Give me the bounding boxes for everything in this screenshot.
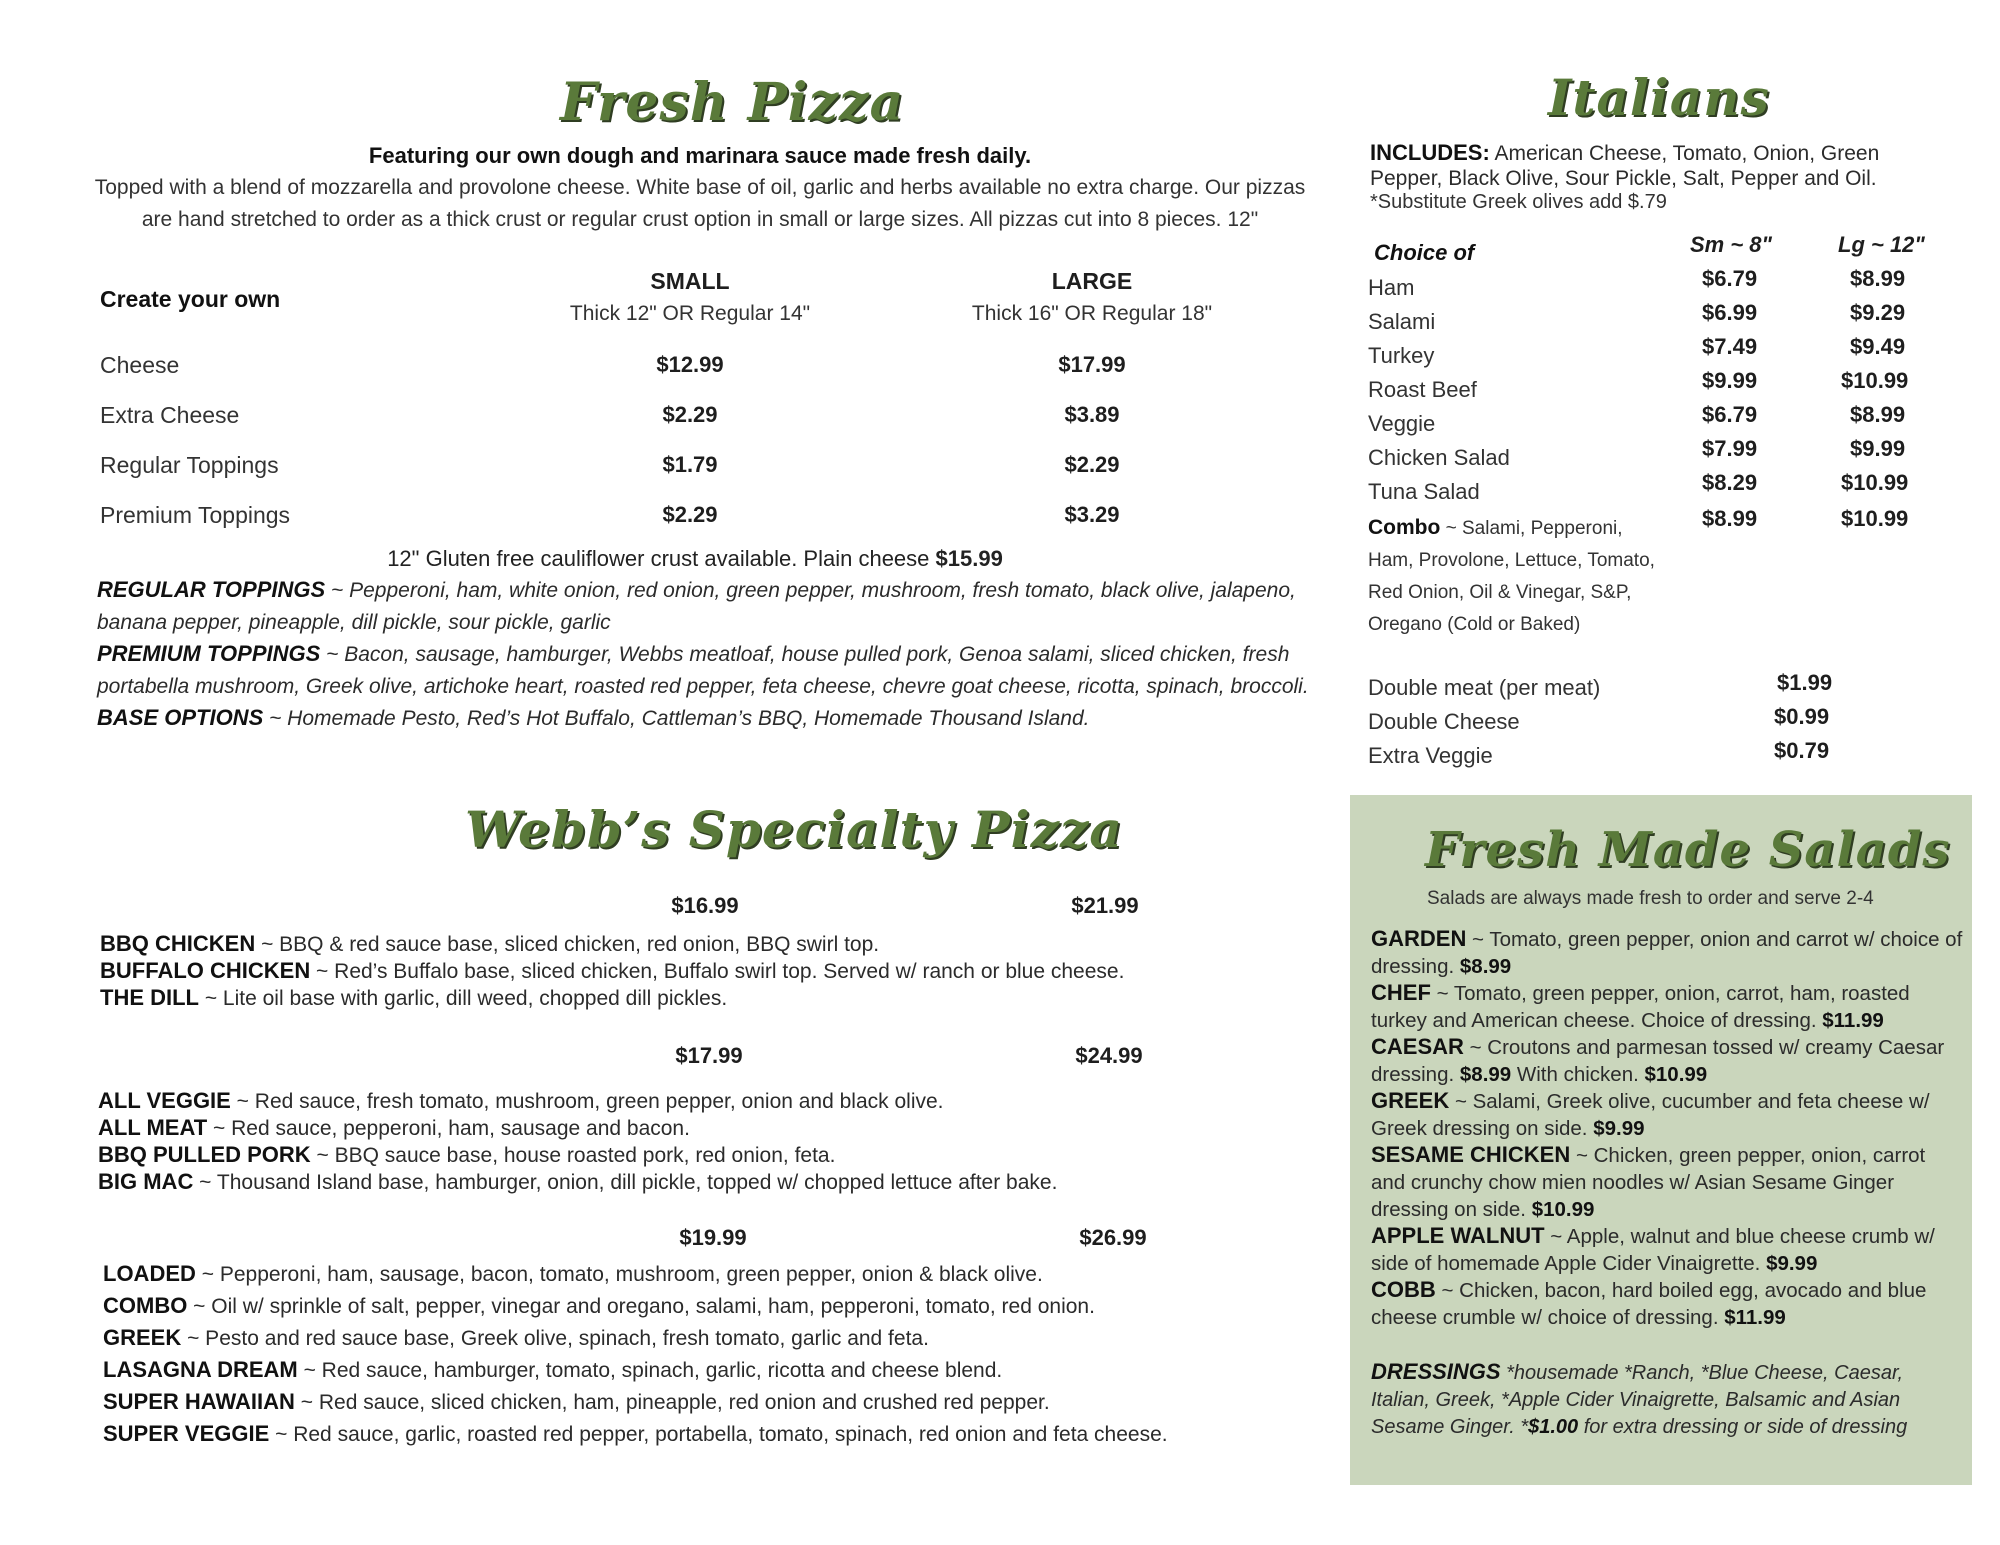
salad-name: CAESAR [1371,1034,1464,1059]
salad-price: $11.99 [1822,1009,1884,1032]
italian-row-lg: $8.99 [1850,266,1906,291]
sm-header: Sm ~ 8" [1690,232,1772,257]
salad-apple-walnut [1371,1222,1963,1277]
salad-desc: ~ Tomato, green pepper, onion and carrot w/ choice of dressing. [1371,928,1963,978]
extra-name: Double Cheese [1368,709,1520,734]
salad-cobb [1371,1276,1963,1331]
specialty-item-desc: ~ Red sauce, fresh tomato, mushroom, green pepper, onion and black olive. [230,1090,944,1113]
pizza-intro-line1: Topped with a blend of mozzarella and provolone cheese. White base of oil, garlic and herbs available no extra charge. Our pizzas [94,176,1306,199]
salad-name: CHEF [1371,980,1431,1005]
extra-price: $0.99 [1774,704,1830,729]
includes-label: INCLUDES: [1370,140,1490,165]
salad-name: COBB [1371,1277,1436,1302]
salad-desc: ~ Croutons and parmesan tossed w/ creamy Caesar dressing. [1371,1036,1945,1086]
pizza-row-large: $3.89 [1064,402,1120,427]
italian-row-sm: $6.99 [1702,300,1758,325]
specialty-group3-small: $19.99 [679,1225,747,1250]
specialty-item-name: LOADED [103,1261,196,1286]
specialty-item-super-hawaiian [103,1388,1050,1416]
pizza-row-large: $2.29 [1064,452,1120,477]
italian-row-name: Veggie [1368,411,1436,436]
dressings-price: $1.00 [1528,1416,1579,1438]
specialty-item-the-dill [100,984,727,1012]
fresh-pizza-title: Fresh Pizza [560,72,905,133]
combo-label: Combo [1368,516,1441,539]
base-options-text: ~ Homemade Pesto, Red’s Hot Buffalo, Cattleman’s BBQ, Homemade Thousand Island. [263,707,1090,730]
specialty-item-name: SUPER VEGGIE [103,1421,270,1446]
specialty-item-desc: ~ Thousand Island base, hamburger, onion, dill pickle, topped w/ chopped lettuce after bake. [193,1171,1058,1194]
specialty-item-buffalo-chicken [100,957,1124,985]
premium-toppings-text: ~ Bacon, sausage, hamburger, Webbs meatloaf, house pulled pork, Genoa salami, sliced chicken, fresh portabella mushroom, Greek olive, artichoke heart, roasted red pepper, feta cheese, chevre goat cheese, ricotta, spinach, broccoli. [97,643,1309,698]
specialty-item-bbq-pulled-pork [98,1141,835,1169]
italian-row-sm: $6.79 [1702,266,1758,291]
specialty-item-name: BBQ PULLED PORK [98,1142,311,1167]
salad-price: $9.99 [1593,1117,1645,1140]
salad-caesar [1371,1033,1963,1088]
choice-of-label: Choice of [1374,240,1475,265]
specialty-item-loaded [103,1260,1043,1288]
italian-row-sm: $8.29 [1702,470,1758,495]
salad-desc: ~ Chicken, green pepper, onion, carrot and crunchy chow mien noodles w/ Asian Sesame Ginger dressing on side. [1371,1144,1926,1221]
large-header: LARGE [1051,268,1133,294]
specialty-item-name: ALL VEGGIE [98,1088,231,1113]
italian-combo [1368,512,1688,641]
salad-name: SESAME CHICKEN [1371,1142,1571,1167]
salad-price: $9.99 [1766,1252,1818,1275]
specialty-item-all-veggie [98,1087,944,1115]
specialty-group1-large: $21.99 [1071,893,1139,918]
specialty-item-desc: ~ Red sauce, pepperoni, ham, sausage and bacon. [207,1117,690,1140]
italian-row-name: Tuna Salad [1368,479,1480,504]
specialty-item-desc: ~ Red’s Buffalo base, sliced chicken, Buffalo swirl top. Served w/ ranch or blue cheese. [310,960,1125,983]
italian-row-lg: $9.29 [1850,300,1906,325]
gluten-free-text: 12" Gluten free cauliflower crust available. Plain cheese [387,546,936,571]
specialty-group2-large: $24.99 [1075,1043,1143,1068]
specialty-item-name: SUPER HAWAIIAN [103,1389,295,1414]
italian-row-name: Turkey [1368,343,1435,368]
dressings-tail: for extra dressing or side of dressing [1578,1416,1908,1438]
pizza-row-name: Premium Toppings [100,502,291,528]
specialty-item-desc: ~ Red sauce, sliced chicken, ham, pineapple, red onion and crushed red pepper. [294,1391,1050,1414]
salad-extra-price: $10.99 [1644,1063,1708,1086]
salad-price: $8.99 [1459,1063,1512,1086]
specialty-group3-large: $26.99 [1079,1225,1147,1250]
pizza-row-large: $17.99 [1058,352,1126,377]
dressings-text: *housemade *Ranch, *Blue Cheese, Caesar, Italian, Greek, *Apple Cider Vinaigrette, Balsamic and Asian Sesame Ginger. * [1371,1362,1904,1438]
pizza-subtitle: Featuring our own dough and marinara sauce made fresh daily. [368,143,1032,168]
includes-text: American Cheese, Tomato, Onion, Green Pepper, Black Olive, Sour Pickle, Salt, Pepper and Oil. [1370,142,1880,190]
italian-row-lg: $10.99 [1841,470,1909,495]
specialty-item-desc: ~ Lite oil base with garlic, dill weed, chopped dill pickles. [199,987,728,1010]
salad-greek [1371,1087,1963,1142]
salad-sesame-chicken [1371,1141,1963,1223]
italian-row-lg: $9.49 [1850,334,1906,359]
specialty-item-big-mac [98,1168,1057,1196]
italian-row-name: Roast Beef [1368,377,1477,402]
specialty-item-desc: ~ BBQ & red sauce base, sliced chicken, red onion, BBQ swirl top. [255,933,880,956]
small-header: SMALL [650,268,730,294]
premium-toppings-label: PREMIUM TOPPINGS [97,641,321,666]
specialty-item-all-meat [98,1114,690,1142]
italians-includes [1370,140,1930,191]
base-options-label: BASE OPTIONS [97,705,264,730]
combo-desc: Red Onion, Oil & Vinegar, S&P, [1368,582,1632,603]
specialty-item-desc: ~ Red sauce, hamburger, tomato, spinach, garlic, ricotta and cheese blend. [297,1359,1003,1382]
salad-extra: With chicken. [1511,1063,1645,1086]
salad-desc: ~ Tomato, green pepper, onion, carrot, ham, roasted turkey and American cheese. Choice of dressing. [1371,982,1910,1032]
specialty-item-desc: ~ Oil w/ sprinkle of salt, pepper, vinegar and oregano, salami, ham, pepperoni, tomato, red onion. [187,1295,1095,1318]
lg-header: Lg ~ 12" [1838,232,1925,257]
base-options [97,702,1337,735]
pizza-row-name: Cheese [100,352,180,378]
combo-sm-price: $8.99 [1702,506,1758,531]
specialty-item-desc: ~ Pesto and red sauce base, Greek olive, spinach, fresh tomato, garlic and feta. [181,1327,929,1350]
italian-row-lg: $9.99 [1850,436,1906,461]
italian-row-name: Salami [1368,309,1436,334]
salad-price: $8.99 [1459,955,1512,978]
specialty-item-name: BBQ CHICKEN [100,931,256,956]
large-subheader: Thick 16" OR Regular 18" [971,302,1213,325]
gluten-free-price: $15.99 [935,546,1003,571]
italians-title: Italians [1548,68,1770,127]
extra-name: Double meat (per meat) [1368,675,1601,700]
pizza-row-name: Extra Cheese [100,402,240,428]
specialty-group2-small: $17.99 [675,1043,743,1068]
specialty-item-combo [103,1292,1095,1320]
salad-dressings [1371,1358,1963,1441]
specialty-item-super-veggie [103,1420,1168,1448]
specialty-item-name: COMBO [103,1293,188,1318]
specialty-item-bbq-chicken [100,930,879,958]
specialty-item-desc: ~ Red sauce, garlic, roasted red pepper, portabella, tomato, spinach, red onion and feta cheese. [269,1423,1168,1446]
extra-name: Extra Veggie [1368,743,1493,768]
italian-row-sm: $9.99 [1702,368,1758,393]
small-subheader: Thick 12" OR Regular 14" [569,302,811,325]
italian-row-sm: $7.49 [1702,334,1758,359]
specialty-item-name: BIG MAC [98,1169,194,1194]
extra-price: $0.79 [1774,738,1830,763]
italian-row-sm: $6.79 [1702,402,1758,427]
dressings-label: DRESSINGS [1371,1359,1501,1384]
salad-desc: ~ Apple, walnut and blue cheese crumb w/ side of homemade Apple Cider Vinaigrette. [1371,1225,1935,1275]
regular-toppings-text: ~ Pepperoni, ham, white onion, red onion, green pepper, mushroom, fresh tomato, black olive, jalapeno, banana pepper, pineapple, dill pickle, sour pickle, garlic [97,579,1296,634]
italian-row-sm: $7.99 [1702,436,1758,461]
pizza-row-large: $3.29 [1064,502,1120,527]
combo-desc: Oregano (Cold or Baked) [1368,614,1581,635]
combo-lg-price: $10.99 [1841,506,1909,531]
pizza-intro-line2: are hand stretched to order as a thick crust or regular crust option in small or large sizes. All pizzas cut into 8 pieces. 12" [141,208,1259,231]
regular-toppings-label: REGULAR TOPPINGS [97,577,326,602]
combo-desc: ~ Salami, Pepperoni, [1440,518,1623,539]
combo-desc: Ham, Provolone, Lettuce, Tomato, [1368,550,1655,571]
specialty-item-greek [103,1324,929,1352]
regular-toppings [97,574,1337,639]
specialty-item-desc: ~ Pepperoni, ham, sausage, bacon, tomato, mushroom, green pepper, onion & black olive. [195,1263,1043,1286]
specialty-item-name: ALL MEAT [98,1115,208,1140]
salads-title: Fresh Made Salads [1425,822,1951,878]
italian-row-lg: $8.99 [1850,402,1906,427]
extra-price: $1.99 [1777,670,1833,695]
gluten-free-note [0,546,1390,572]
salad-name: GARDEN [1371,926,1467,951]
italian-row-name: Chicken Salad [1368,445,1510,470]
specialty-pizza-title: Webb’s Specialty Pizza [465,800,1123,859]
specialty-item-name: BUFFALO CHICKEN [100,958,311,983]
create-your-own-label: Create your own [100,286,281,312]
specialty-item-name: GREEK [103,1325,182,1350]
specialty-item-lasagna-dream [103,1356,1002,1384]
salad-desc: ~ Salami, Greek olive, cucumber and feta cheese w/ Greek dressing on side. [1371,1090,1930,1140]
salad-name: APPLE WALNUT [1371,1223,1545,1248]
salad-chef [1371,979,1963,1034]
italian-row-lg: $10.99 [1841,368,1909,393]
salads-subtitle: Salads are always made fresh to order and serve 2-4 [1427,888,1874,909]
salad-desc: ~ Chicken, bacon, hard boiled egg, avocado and blue cheese crumble w/ choice of dressing. [1371,1279,1927,1329]
salad-garden [1371,925,1963,980]
specialty-group1-small: $16.99 [671,893,739,918]
italian-row-name: Ham [1368,275,1415,300]
pizza-row-small: $2.29 [662,502,718,527]
pizza-row-name: Regular Toppings [100,452,279,478]
specialty-item-desc: ~ BBQ sauce base, house roasted pork, red onion, feta. [310,1144,836,1167]
salad-price: $11.99 [1724,1306,1786,1329]
salad-price: $10.99 [1531,1198,1595,1221]
pizza-row-small: $2.29 [662,402,718,427]
italians-substitute: *Substitute Greek olives add $.79 [1370,191,1667,213]
pizza-row-small: $1.79 [662,452,718,477]
specialty-item-name: THE DILL [100,985,199,1010]
premium-toppings [97,638,1337,703]
specialty-item-name: LASAGNA DREAM [103,1357,298,1382]
pizza-row-small: $12.99 [656,352,724,377]
salad-name: GREEK [1371,1088,1450,1113]
